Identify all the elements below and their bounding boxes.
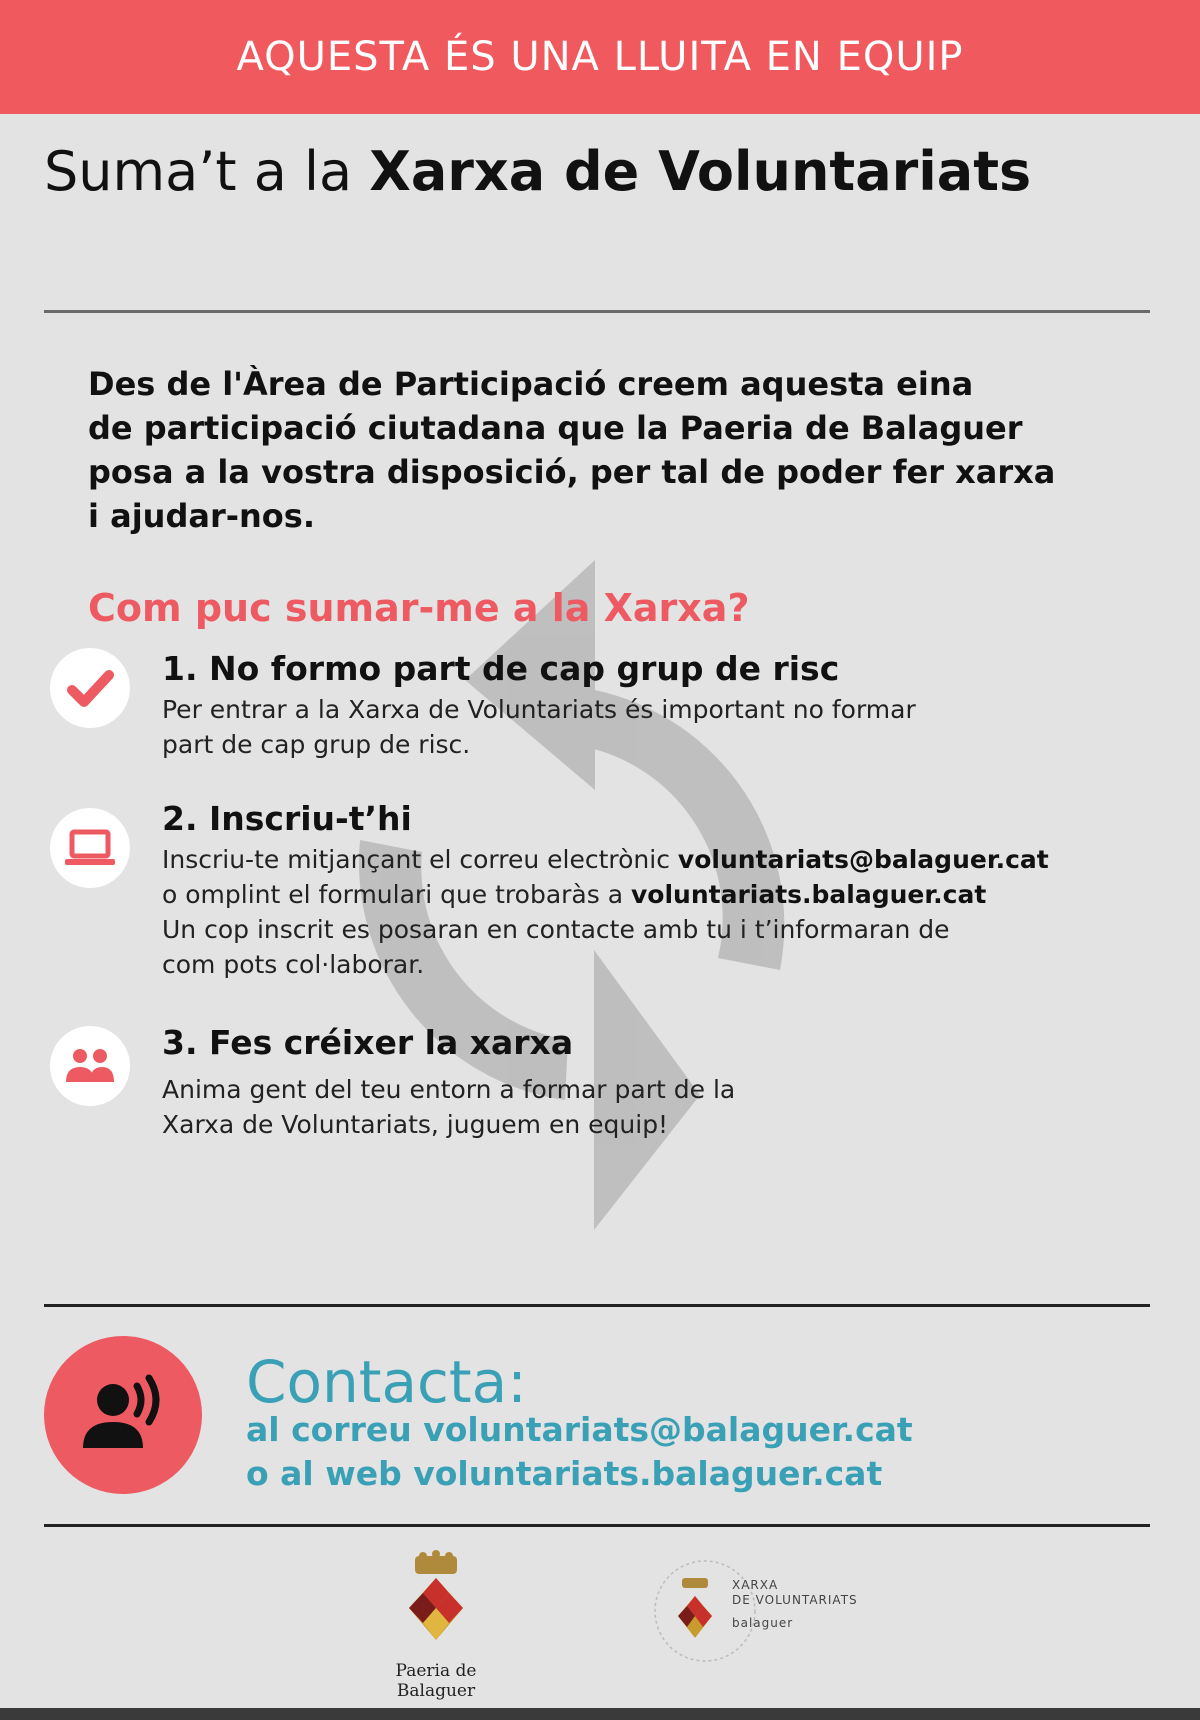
contact-title: Contacta: [246, 1348, 527, 1416]
step-desc-line: Anima gent del teu entorn a formar part de la [162, 1075, 736, 1104]
intro-line: Des de l'Àrea de Participació creem aquesta eina [88, 365, 974, 403]
step-desc-line: part de cap grup de risc. [162, 730, 471, 759]
step-desc-text: Inscriu-te mitjançant el correu electrònic [162, 845, 678, 874]
intro-line: i ajudar-nos. [88, 497, 315, 535]
step-desc-line: Per entrar a la Xarxa de Voluntariats és important no formar [162, 695, 916, 724]
step-desc-text: o omplint el formulari que trobaràs a [162, 880, 631, 909]
xarxa-line1: XARXA [732, 1578, 779, 1592]
coat-of-arms-icon [401, 1550, 471, 1650]
xarxa-line3: balaguer [732, 1616, 794, 1630]
title-prefix: Suma’t a la [44, 140, 370, 203]
intro-paragraph [88, 362, 1088, 538]
laptop-icon [50, 808, 130, 888]
page-title [44, 140, 1031, 203]
step-desc-line: Xarxa de Voluntariats, juguem en equip! [162, 1110, 669, 1139]
people-icon [50, 1026, 130, 1106]
section-question: Com puc sumar-me a la Xarxa? [88, 586, 750, 630]
paeria-logo [356, 1550, 516, 1701]
banner-text: AQUESTA ÉS UNA LLUITA EN EQUIP [236, 34, 964, 80]
title-bold: Xarxa de Voluntariats [369, 140, 1032, 203]
bottom-divider [44, 1524, 1150, 1527]
step-desc-line: com pots col·laborar. [162, 950, 425, 979]
top-divider [44, 310, 1150, 313]
web-link[interactable]: voluntariats.balaguer.cat [630, 880, 987, 909]
footer-bar [0, 1708, 1200, 1720]
email-link[interactable]: voluntariats@balaguer.cat [677, 845, 1049, 874]
xarxa-line2: DE VOLUNTARIATS [732, 1593, 858, 1607]
intro-line: de participació ciutadana que la Paeria de Balaguer [88, 409, 1023, 447]
xarxa-logo [650, 1556, 880, 1666]
step-desc-line: Un cop inscrit es posaran en contacte amb tu i t’informaran de [162, 915, 950, 944]
paeria-caption: Paeria de Balaguer [395, 1661, 477, 1701]
middle-divider [44, 1304, 1150, 1307]
step-title: 2. Inscriu-t’hi [162, 799, 412, 838]
top-banner [0, 0, 1200, 114]
step-title: 1. No formo part de cap grup de risc [162, 649, 840, 688]
contact-web-line[interactable]: o al web voluntariats.balaguer.cat [246, 1454, 883, 1493]
step-title: 3. Fes créixer la xarxa [162, 1023, 574, 1062]
contact-email-line[interactable]: al correu voluntariats@balaguer.cat [246, 1410, 913, 1449]
intro-line: posa a la vostra disposició, per tal de poder fer xarxa [88, 453, 1056, 491]
speaking-person-icon [44, 1336, 202, 1494]
check-icon [50, 648, 130, 728]
